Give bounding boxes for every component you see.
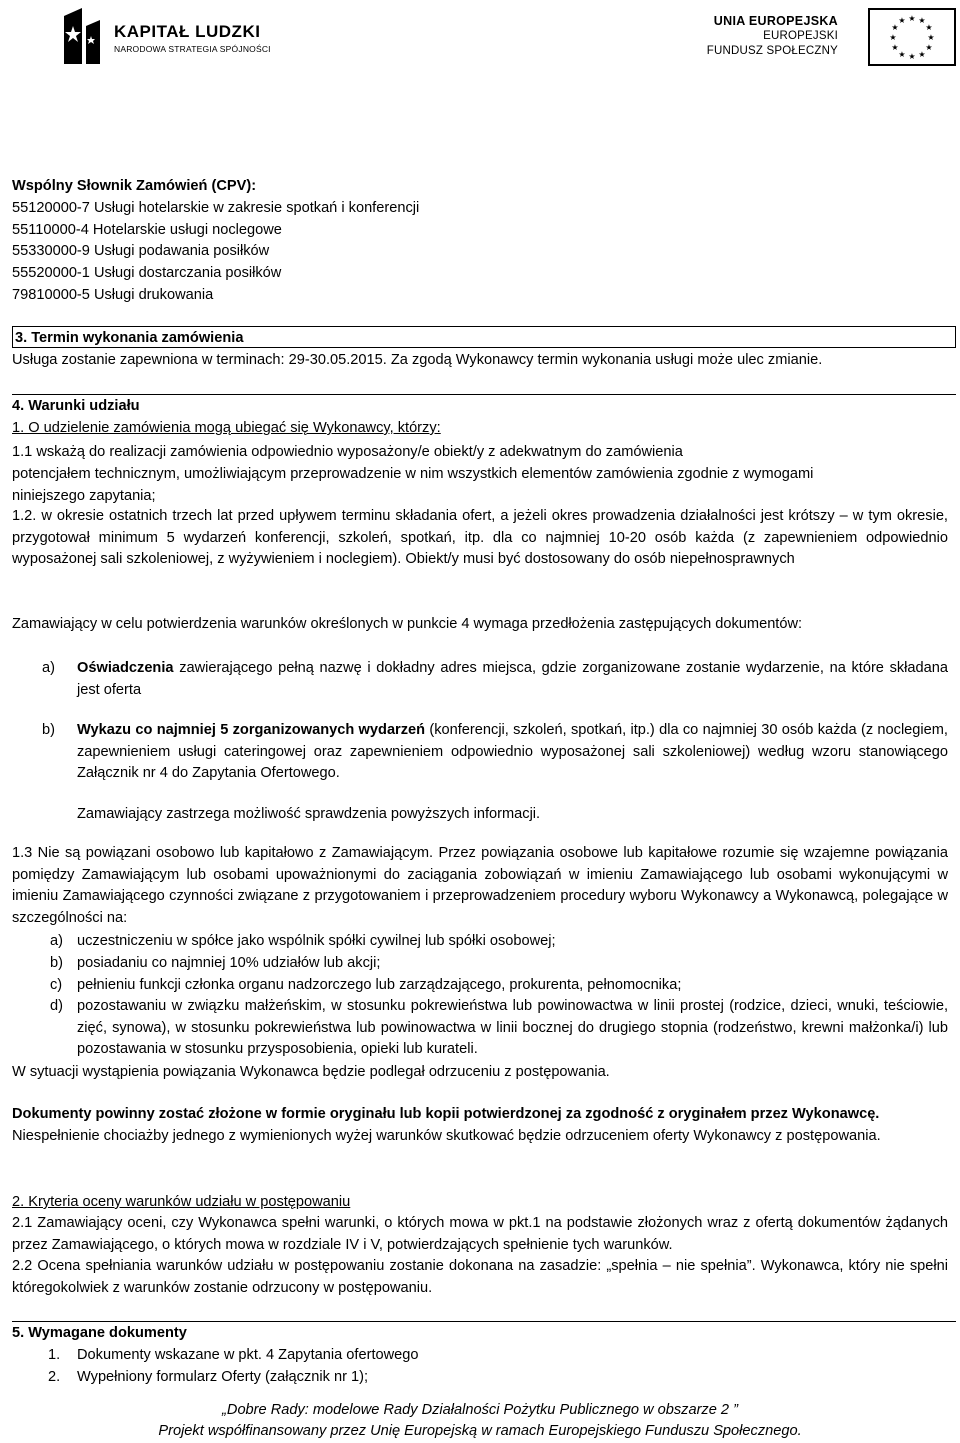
section3-title: 3. Termin wykonania zamówienia <box>15 330 244 346</box>
cpv-code: 55120000-7 Usługi hotelarskie w zakresie spotkań i konferencji <box>12 200 420 216</box>
svg-text:★: ★ <box>891 23 899 32</box>
footer-cofinancing: Projekt współfinansowany przez Unię Europejską w ramach Europejskiego Funduszu Społecznego. <box>158 1423 802 1439</box>
svg-text:★: ★ <box>898 16 906 25</box>
paragraph-1-2: 1.2. w okresie ostatnich trzech lat przed upływem terminu składania ofert, a jeżeli okres prowadzenia działalności jest krótszy – w tym okresie, przygotował minimum 5 wydarzeń konferencji, szkoleń, spotkań, itp. dla co najmniej 10-20 osób każda (z zapewnieniem odpowiednio wyposażonej sali szkoleniowej, z wyżywieniem i noclegiem). Obiekt/y musi być dostosowany do osób niepełnosprawnych <box>12 508 948 567</box>
criteria-2-2: 2.2 Ocena spełniania warunków udziału w postępowaniu zostanie dokonana na zasadzie: „spełnia – nie spełnia”. Wykonawca, który nie spełni któregokolwiek z warunków zostanie odrzucony w postępowaniu. <box>12 1258 948 1296</box>
eu-flag-icon <box>868 8 956 66</box>
item-a-bold: Oświadczenia <box>77 660 174 676</box>
section4-divider <box>12 394 956 395</box>
svg-text:★: ★ <box>927 33 935 42</box>
eu-logo-line2: EUROPEJSKI <box>763 30 838 42</box>
cpv-code: 55330000-9 Usługi podawania posiłków <box>12 243 270 259</box>
paragraph-1-1-line: 1.1 wskażą do realizacji zamówienia odpowiednio wyposażony/e obiekt/y z adekwatnym do zamówienia <box>12 444 683 460</box>
paragraph-1-1-line: niniejszego zapytania; <box>12 488 156 504</box>
item-b-bold: Wykazu co najmniej 5 zorganizowanych wydarzeń <box>77 722 426 738</box>
criteria-title: 2. Kryteria oceny warunków udziału w postępowaniu <box>12 1194 351 1210</box>
list-label: d) <box>50 998 63 1014</box>
criteria-2-1: 2.1 Zamawiający oceni, czy Wykonawca spełni warunki, o których mowa w pkt.1 na podstawie złożonych wraz z ofertą dokumentów żądanych przez Zamawiającego, o których mowa w rozdziale IV i V, potwierdzających spełnienie tych warunków. <box>12 1215 948 1253</box>
kapital-ludzki-logo <box>64 6 284 64</box>
paragraph-1-3: 1.3 Nie są powiązani osobowo lub kapitałowo z Zamawiającym. Przez powiązania osobowe lub kapitałowe rozumie się wzajemne powiązania pomiędzy Zamawiającym lub osobami upoważnionymi do zaciągania zobowiązań w imieniu Zamawiającego lub osobami wykonującymi w imieniu Zamawiającego czynności związane z przygotowaniem i przeprowadzeniem procedury wyboru Wykonawcy a Wykonawcą, polegające w szczególności na: <box>12 845 948 926</box>
svg-text:★: ★ <box>908 52 916 61</box>
eu-logo-text <box>707 14 838 59</box>
item-a-oswiadczenie <box>77 658 948 701</box>
list-label: 2. <box>48 1369 61 1385</box>
svg-text:★: ★ <box>925 43 933 52</box>
list-item: pozostawaniu w związku małżeńskim, w stosunku pokrewieństwa lub powinowactwa w linii prostej (rodzice, dzieci, wnuki, teściowie, zięć, synowa), w stosunku pokrewieństwa lub powinowactwa w linii bocznej do drugiego stopnia (rodzeństwo, krewni małżonka/i) lub pozostawania w stosunku przysposobienia, opieki lub kurateli. <box>77 998 948 1057</box>
svg-text:★: ★ <box>889 33 897 42</box>
section4-title: 4. Warunki udziału <box>12 398 140 414</box>
list-label: b) <box>50 955 63 971</box>
item-b-wykaz <box>77 720 948 785</box>
documents-consequence: Niespełnienie chociażby jednego z wymienionych wyżej warunków skutkować będzie odrzuceniem oferty Wykonawcy z postępowania. <box>12 1128 881 1144</box>
eu-logo-line3: FUNDUSZ SPOŁECZNY <box>706 45 838 57</box>
list-label: a) <box>50 933 63 949</box>
section5-divider <box>12 1321 956 1322</box>
svg-text:★: ★ <box>918 16 926 25</box>
cpv-code: 79810000-5 Usługi drukowania <box>12 287 214 303</box>
list-label: 1. <box>48 1347 61 1363</box>
list-item: posiadaniu co najmniej 10% udziałów lub akcji; <box>77 955 381 971</box>
section4-subtitle: 1. O udzielenie zamówienia mogą ubiegać się Wykonawcy, którzy: <box>12 420 441 436</box>
item-b-text: (konferencji, szkoleń, spotkań, itp.) dla co najmniej 30 osób każda (z noclegiem, zapewnieniem usługi cateringowej oraz zapewnieniem odpowiednio wyposażonej sali szkoleniowej) według wzoru stanowiącego Załącznik nr 4 do Zapytania Ofertowego. <box>77 722 948 781</box>
section3-text: Usługa zostanie zapewniona w terminach: 29-30.05.2015. Za zgodą Wykonawcy termin wykonania usługi może ulec zmianie. <box>12 352 823 368</box>
list-item: uczestniczeniu w spółce jako wspólnik spółki cywilnej lub spółki osobowej; <box>77 933 556 949</box>
footer-project-title: „Dobre Rady: modelowe Rady Działalności Pożytku Publicznego w obszarze 2 ” <box>222 1402 738 1418</box>
cpv-code: 55520000-1 Usługi dostarczania posiłków <box>12 265 282 281</box>
confirmation-text: Zamawiający w celu potwierdzenia warunków określonych w punkcie 4 wymaga przedłożenia zastępujących dokumentów: <box>12 616 803 632</box>
section5-title: 5. Wymagane dokumenty <box>12 1325 187 1341</box>
svg-text:★: ★ <box>908 14 916 23</box>
documents-requirement: Dokumenty powinny zostać złożone w formie oryginału lub kopii potwierdzonej za zgodność z oryginałem przez Wykonawcę. <box>12 1106 880 1122</box>
cpv-title: Wspólny Słownik Zamówień (CPV): <box>12 178 257 194</box>
eu-logo-line1: UNIA EUROPEJSKA <box>713 14 838 28</box>
list-item: Wypełniony formularz Oferty (załącznik nr 1); <box>77 1369 369 1385</box>
list-label: b) <box>42 722 55 738</box>
eu-logo <box>684 8 956 66</box>
list-label: c) <box>50 977 63 993</box>
list-label: a) <box>42 660 55 676</box>
exclusion-text: W sytuacji wystąpienia powiązania Wykonawca będzie podlegał odrzuceniu z postępowania. <box>12 1064 610 1080</box>
paragraph-1-1-line: potencjałem technicznym, umożliwiającym przeprowadzenie w nim wszystkich elementów zamówienia zgodnie z wymogami <box>12 466 814 482</box>
left-logo-subtitle: NARODOWA STRATEGIA SPÓJNOŚCI <box>114 44 271 54</box>
svg-text:★: ★ <box>891 43 899 52</box>
left-logo-title: KAPITAŁ LUDZKI <box>114 22 261 41</box>
svg-text:★: ★ <box>925 23 933 32</box>
svg-text:★: ★ <box>898 50 906 59</box>
cpv-code: 55110000-4 Hotelarskie usługi noclegowe <box>12 222 282 238</box>
list-item: Dokumenty wskazane w pkt. 4 Zapytania ofertowego <box>77 1347 419 1363</box>
reserve-text: Zamawiający zastrzega możliwość sprawdzenia powyższych informacji. <box>77 806 541 822</box>
svg-text:★: ★ <box>918 50 926 59</box>
page-header <box>0 0 960 80</box>
kapital-ludzki-emblem-icon <box>64 6 104 64</box>
item-a-text: zawierającego pełną nazwę i dokładny adres miejsca, gdzie zorganizowane zostanie wydarzenie, na które składana jest oferta <box>77 660 948 698</box>
list-item: pełnieniu funkcji członka organu nadzorczego lub zarządzającego, prokurenta, pełnomocnika; <box>77 977 682 993</box>
